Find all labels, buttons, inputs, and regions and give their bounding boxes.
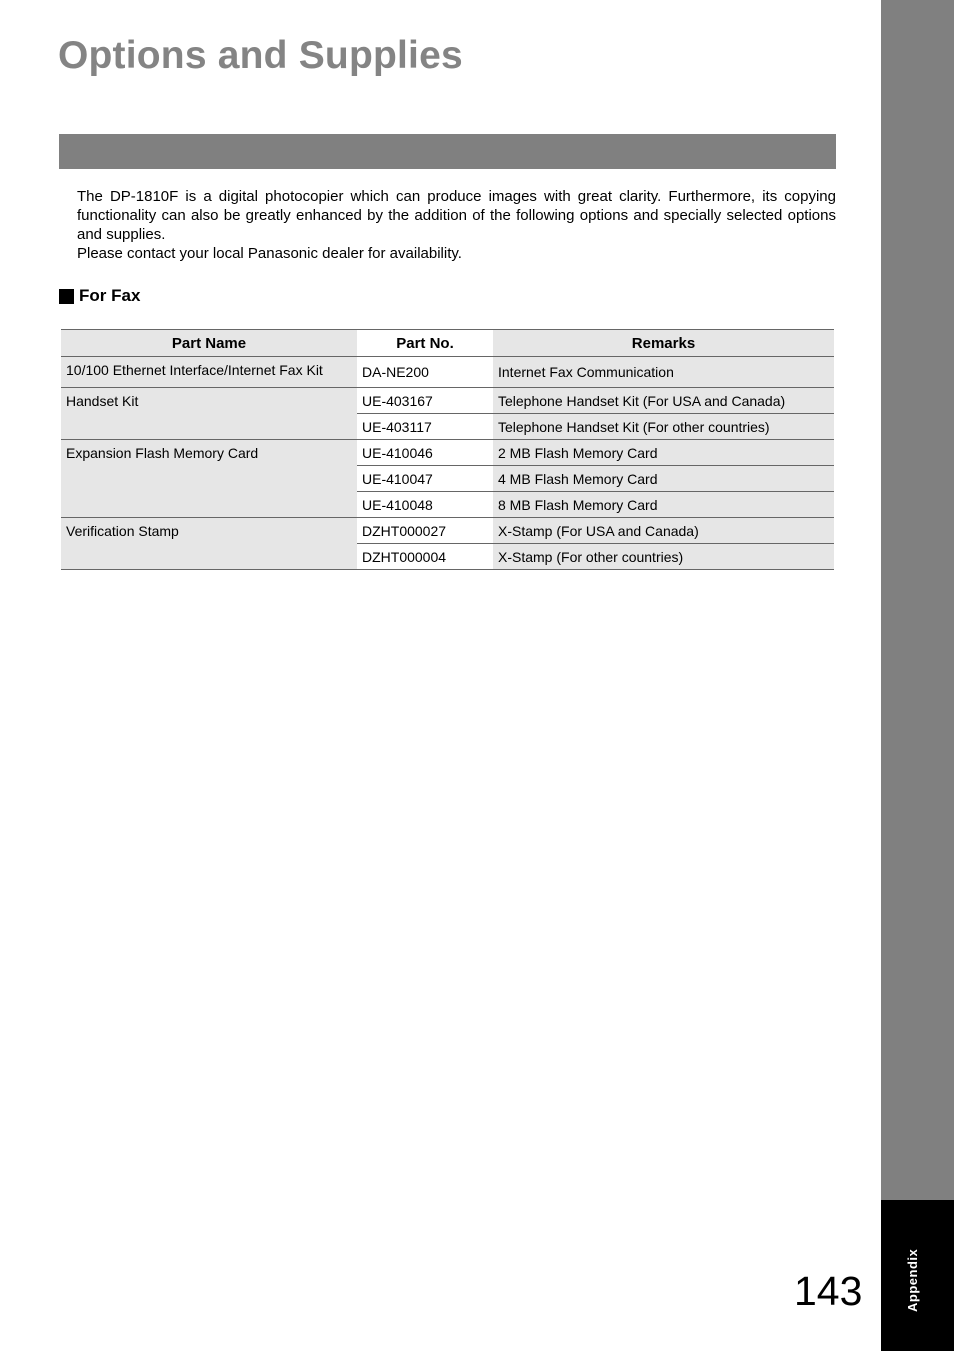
section-heading	[59, 286, 140, 306]
intro-paragraph: Please contact your local Panasonic dealer for availability.	[77, 245, 462, 262]
table-row	[61, 440, 834, 466]
appendix-tab-label: Appendix	[905, 1248, 920, 1312]
section-title: For Fax	[79, 286, 141, 305]
part-no-cell: UE-403167	[357, 388, 493, 414]
table-row	[61, 357, 834, 388]
remarks-cell: 2 MB Flash Memory Card	[493, 440, 834, 466]
part-no-cell: UE-410047	[357, 466, 493, 492]
part-name-cell: 10/100 Ethernet Interface/Internet Fax Kit	[61, 357, 357, 388]
part-no-cell: UE-410046	[357, 440, 493, 466]
intro-text	[77, 187, 836, 263]
part-no-cell: DZHT000027	[357, 518, 493, 544]
square-bullet-icon	[59, 289, 74, 304]
remarks-cell: 4 MB Flash Memory Card	[493, 466, 834, 492]
parts-table	[61, 329, 834, 570]
page-number: 143	[794, 1268, 863, 1314]
part-name-cell: Verification Stamp	[61, 518, 357, 570]
page-title: Options and Supplies	[58, 34, 463, 77]
title-bar	[59, 134, 836, 169]
table-header-row	[61, 330, 834, 357]
remarks-cell: X-Stamp (For other countries)	[493, 544, 834, 570]
intro-paragraph: The DP-1810F is a digital photocopier which can produce images with great clarity. Furthermore, its copying functionality can also be greatly enhanced by the addition of the following options and specially selected options and supplies.	[77, 188, 836, 243]
side-strip	[881, 0, 954, 1200]
header-part-no: Part No.	[357, 330, 493, 357]
part-no-cell: UE-410048	[357, 492, 493, 518]
remarks-cell: X-Stamp (For USA and Canada)	[493, 518, 834, 544]
part-name-cell: Handset Kit	[61, 388, 357, 440]
part-no-cell: DA-NE200	[357, 357, 493, 388]
remarks-cell: Telephone Handset Kit (For USA and Canada)	[493, 388, 834, 414]
remarks-cell: Internet Fax Communication	[493, 357, 834, 388]
header-part-name: Part Name	[61, 330, 357, 357]
table-row	[61, 518, 834, 544]
part-no-cell: UE-403117	[357, 414, 493, 440]
part-no-cell: DZHT000004	[357, 544, 493, 570]
table-body	[61, 357, 834, 570]
table-row	[61, 388, 834, 414]
remarks-cell: Telephone Handset Kit (For other countries)	[493, 414, 834, 440]
part-name-cell: Expansion Flash Memory Card	[61, 440, 357, 518]
remarks-cell: 8 MB Flash Memory Card	[493, 492, 834, 518]
header-remarks: Remarks	[493, 330, 834, 357]
